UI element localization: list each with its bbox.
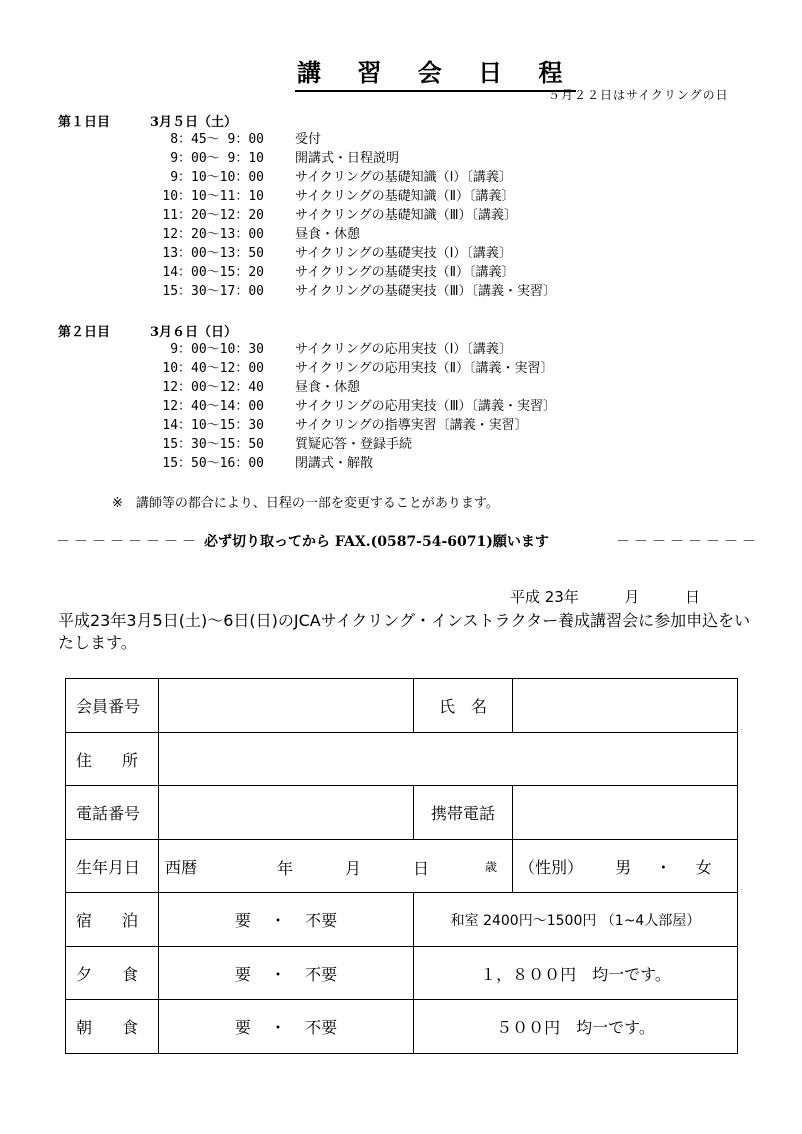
breakfast-note: ５００円 均一です。 [414, 1000, 738, 1054]
cut-line [56, 531, 760, 551]
mobile-label: 携帯電話 [414, 786, 513, 840]
birthdate-label: 生年月日 [66, 840, 159, 893]
schedule-row [140, 206, 700, 225]
schedule-time: 10：10～11：10 [162, 189, 264, 204]
schedule-row [140, 244, 700, 263]
cycling-day-note: ５月２２日はサイクリングの日 [548, 88, 729, 102]
gender-separator: ・ [655, 857, 672, 877]
schedule-description: サイクリングの応用実技（Ⅱ）〔講義・実習〕 [295, 361, 554, 376]
schedule-description: 質疑応答・登録手続 [295, 437, 413, 452]
address-field[interactable] [159, 733, 738, 786]
schedule-row [140, 149, 700, 168]
schedule-time: 8：45～ 9：00 [170, 132, 264, 147]
mobile-field[interactable] [513, 786, 738, 840]
gender-male[interactable]: 男 [615, 857, 632, 877]
schedule-row [140, 359, 700, 378]
lodging-not-need[interactable]: 不要 [305, 911, 338, 930]
gender-label: （性別） [519, 857, 584, 877]
schedule-time: 15：50～16：00 [162, 456, 264, 471]
day1-label: 第１日目 [58, 115, 111, 130]
schedule-time: 12：00～12：40 [162, 380, 264, 395]
dinner-not-need[interactable]: 不要 [305, 964, 338, 984]
lodging-choice[interactable]: 要 ・ 不要 [159, 893, 414, 947]
schedule-description: 昼食・休憩 [295, 380, 361, 395]
schedule-row [140, 263, 700, 282]
breakfast-choice[interactable]: 要 ・ 不要 [159, 1000, 414, 1054]
page-title: 講 習 会 日 程 [295, 58, 576, 92]
schedule-time: 9：00～10：30 [170, 342, 264, 357]
application-form [65, 678, 738, 1054]
schedule-time: 12：20～13：00 [162, 227, 264, 242]
lodging-note: 和室 2400円～1500円 （1~4人部屋） [414, 893, 738, 947]
schedule-row [140, 340, 700, 359]
schedule-description: サイクリングの基礎実技（Ⅰ）〔講義〕 [295, 246, 512, 261]
phone-label: 電話番号 [66, 786, 159, 840]
schedule-description: 開講式・日程説明 [295, 151, 400, 166]
dinner-label: 夕 食 [66, 947, 159, 1000]
member-number-label: 会員番号 [66, 679, 159, 733]
schedule-time: 12：40～14：00 [162, 399, 264, 414]
breakfast-not-need[interactable]: 不要 [305, 1018, 338, 1037]
birth-month-unit: 月 [345, 859, 362, 878]
dinner-note: １，８００円 均一です。 [414, 947, 738, 1000]
breakfast-label: 朝 食 [66, 1000, 159, 1054]
schedule-description: サイクリングの基礎知識（Ⅲ）〔講義〕 [295, 208, 518, 223]
gender-female[interactable]: 女 [695, 857, 712, 877]
schedule-time: 14：00～15：20 [162, 265, 264, 280]
schedule-time: 13：00～13：50 [162, 246, 264, 261]
schedule-description: サイクリングの基礎実技（Ⅲ）〔講義・実習〕 [295, 284, 557, 299]
application-date [510, 586, 700, 607]
day1-schedule [140, 130, 700, 301]
schedule-description: サイクリングの基礎実技（Ⅱ）〔講義〕 [295, 265, 515, 280]
day1-date: 3月５日（土） [150, 115, 238, 130]
schedule-row [140, 454, 700, 473]
schedule-row [140, 282, 700, 301]
schedule-description: サイクリングの基礎知識（Ⅰ）〔講義〕 [295, 170, 512, 185]
schedule-time: 14：10～15：30 [162, 418, 264, 433]
schedule-row [140, 435, 700, 454]
schedule-row [140, 130, 700, 149]
date-era: 平成 23年 [510, 588, 579, 606]
dinner-choice[interactable]: 要 ・ 不要 [159, 947, 414, 1000]
schedule-row [140, 378, 700, 397]
schedule-description: サイクリングの指導実習〔講義・実習〕 [295, 418, 528, 433]
birthdate-field[interactable] [159, 840, 513, 893]
schedule-description: 受付 [295, 132, 322, 147]
date-day: 日 [685, 588, 701, 606]
schedule-time: 11：20～12：20 [162, 208, 264, 223]
day2-schedule [140, 340, 700, 473]
phone-field[interactable] [159, 786, 414, 840]
schedule-description: サイクリングの応用実技（Ⅲ）〔講義・実習〕 [295, 399, 557, 414]
dinner-need[interactable]: 要 [234, 964, 251, 984]
schedule-caution: ※ 講師等の都合により、日程の一部を変更することがあります。 [112, 496, 499, 511]
schedule-time: 9：00～ 9：10 [170, 151, 264, 166]
schedule-time: 9：10～10：00 [170, 170, 264, 185]
member-number-field[interactable] [159, 679, 414, 733]
date-month: 月 [624, 588, 640, 606]
schedule-row [140, 168, 700, 187]
schedule-description: 閉講式・解散 [295, 456, 374, 471]
breakfast-need[interactable]: 要 [234, 1018, 251, 1037]
schedule-row [140, 187, 700, 206]
schedule-time: 15：30～17：00 [162, 284, 264, 299]
schedule-time: 15：30～15：50 [162, 437, 264, 452]
name-label: 氏 名 [414, 679, 513, 733]
schedule-description: 昼食・休憩 [295, 227, 361, 242]
day2-label: 第２日目 [58, 325, 111, 340]
birth-seireki: 西暦 [165, 857, 198, 877]
address-label: 住 所 [66, 733, 159, 786]
schedule-description: サイクリングの応用実技（Ⅰ）〔講義〕 [295, 342, 512, 357]
lodging-label: 宿 泊 [66, 893, 159, 947]
schedule-row [140, 225, 700, 244]
cut-dashes-left: －－－－－－－－ [56, 534, 200, 550]
lodging-need[interactable]: 要 [234, 911, 251, 930]
name-field[interactable] [513, 679, 738, 733]
day2-date: 3月６日（日） [150, 325, 238, 340]
fax-instruction: 必ず切り取ってから FAX.(0587-54-6071)願います [204, 534, 549, 550]
schedule-time: 10：40～12：00 [162, 361, 264, 376]
gender-field[interactable] [513, 840, 738, 893]
application-statement: 平成23年3月5日(土)～6日(日)のJCAサイクリング・インストラクター養成講習会に参加申込をいたします。 [58, 611, 751, 652]
cut-dashes-right: －－－－－－－－ [616, 534, 760, 550]
schedule-row [140, 416, 700, 435]
birth-year-unit: 年 [277, 859, 294, 878]
schedule-description: サイクリングの基礎知識（Ⅱ）〔講義〕 [295, 189, 515, 204]
age-unit: 歳 [485, 860, 498, 874]
schedule-row [140, 397, 700, 416]
birth-day-unit: 日 [413, 859, 430, 878]
